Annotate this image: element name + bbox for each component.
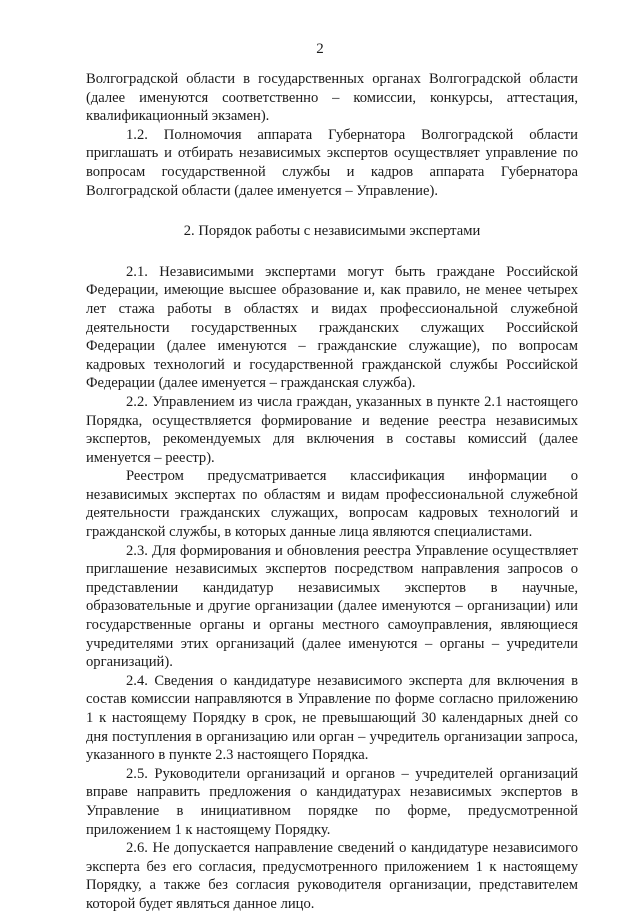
document-body xyxy=(86,70,578,914)
paragraph-2-6: 2.6. Не допускается направление сведений о кандидатуре независимого эксперта без его согласия, предусмотренного приложением 1 к настоящему Порядку, а также без согласия руководителя организации, представителем которой будет являться данное лицо. xyxy=(86,840,578,912)
paragraph-2-3: 2.3. Для формирования и обновления реестра Управление осуществляет приглашение независимых экспертов посредством направления запросов о представлении кандидатур независимых экспертов в научные, образовательные и другие организации (далее именуются – организации) или государственные органы и органы местного самоуправления, являющиеся учредителями этих организаций (далее именуются – органы – учредители организаций). xyxy=(86,542,578,671)
paragraph-2-2: 2.2. Управлением из числа граждан, указанных в пункте 2.1 настоящего Порядка, осуществляется формирование и ведение реестра независимых экспертов, рекомендуемых для включения в составы комиссий (далее именуется – реестр). xyxy=(86,393,578,466)
paragraph-2-5: 2.5. Руководители организаций и органов – учредителей организаций вправе направить предложения о кандидатурах независимых экспертов в Управление в инициативном порядке по форме, предусмотренной приложением 1 к настоящему Порядку. xyxy=(86,765,578,838)
paragraph-continuation: Волгоградской области в государственных органах Волгоградской области (далее именуются соответственно – комиссии, конкурсы, аттестация, квалификационный экзамен). xyxy=(86,71,578,125)
paragraph-2-1: 2.1. Независимыми экспертами могут быть граждане Российской Федерации, имеющие высшее образование и, как правило, не менее четырех лет стажа работы в областях и видах профессиональной служебной деятельности государственных гражданских служащих Российской Федерации (далее именуются – гражданские служащие), по вопросам кадровых технологий и государственной гражданской службы Российской Федерации (далее именуется – гражданская служба). xyxy=(86,263,578,392)
paragraph-2-4: 2.4. Сведения о кандидатуре независимого эксперта для включения в состав комиссии направляются в Управление по форме согласно приложению 1 к настоящему Порядку в срок, не превышающий 30 календарных дней со дня поступления в организацию или орган – учредитель организации запроса, указанного в пункте 2.3 настоящего Порядка. xyxy=(86,672,578,764)
paragraph-1-2: 1.2. Полномочия аппарата Губернатора Волгоградской области приглашать и отбирать независимых экспертов осуществляет управление по вопросам государственной службы и кадров аппарата Губернатора Волгоградской области (далее именуется – Управление). xyxy=(86,126,578,199)
page-number: 2 xyxy=(316,41,324,57)
section-heading: 2. Порядок работы с независимыми экспертами xyxy=(183,223,481,240)
paragraph-registry: Реестром предусматривается классификация информации о независимых экспертах по областям и видам профессиональной служебной деятельности гражданских служащих, вопросам кадровых технологий и гражданской службы, в которых данные лица являются специалистами. xyxy=(86,468,578,541)
